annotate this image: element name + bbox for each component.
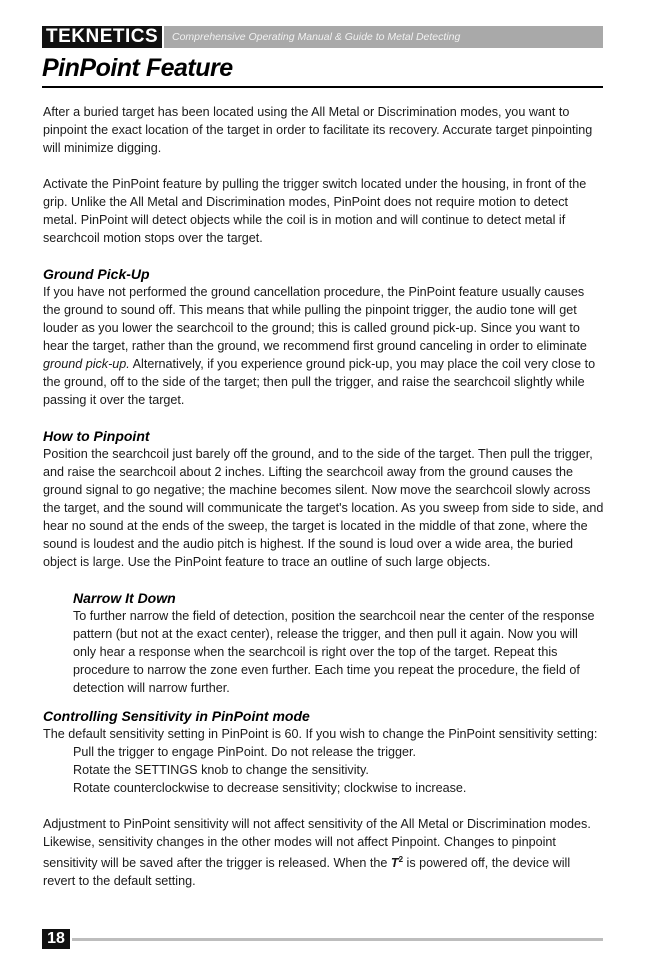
section-heading-how-to-pinpoint: How to Pinpoint	[43, 428, 150, 444]
main-content	[43, 103, 604, 890]
brand-logo: TEKNETICS	[42, 26, 162, 48]
sensitivity-step: Rotate the SETTINGS knob to change the sensitivity.	[73, 763, 369, 777]
header-bar	[164, 26, 603, 48]
sensitivity-step: Rotate counterclockwise to decrease sensitivity; clockwise to increase.	[73, 781, 467, 795]
page-title: PinPoint Feature	[42, 54, 233, 82]
model-name: T	[390, 856, 399, 871]
footer-rule	[72, 938, 603, 941]
narrow-subsection	[73, 589, 604, 697]
sensitivity-paragraph: The default sensitivity setting in PinPoint is 60. If you wish to change the PinPoint sensitivity setting:	[43, 727, 598, 741]
section-heading-ground-pickup: Ground Pick-Up	[43, 266, 150, 282]
page-number: 18	[42, 929, 70, 949]
model-superscript: 2	[398, 855, 404, 864]
intro-paragraph: After a buried target has been located using the All Metal or Discrimination modes, you want to pinpoint the exact location of the target in order to facilitate its recovery. Accurate target pinpointing will minimize digging.	[43, 105, 593, 155]
header-tagline: Comprehensive Operating Manual & Guide to Metal Detecting	[172, 31, 461, 43]
title-divider	[42, 86, 603, 88]
subsection-heading-narrow: Narrow It Down	[73, 590, 176, 606]
how-to-paragraph: Position the searchcoil just barely off the ground, and to the side of the target. Then pull the trigger, and raise the searchcoil about 2 inches. Lifting the searchcoil away from the ground causes the ground signal to go negative; the machine becomes silent. Now move the searchcoil slowly across the target, and the sound will communicate the target's location. As you sweep from side to side, and hear no sound at the ends of the sweep, the target is located in the middle of that zone, where the sound is loudest and the audio pitch is highest. If the sound is loud over a wide area, the buried object is large. Use the PinPoint feature to trace an outline of such large objects.	[43, 447, 604, 569]
ground-pickup-emphasis: ground pick-up.	[43, 357, 130, 371]
sensitivity-closing-paragraph: Adjustment to PinPoint sensitivity will not affect sensitivity of the All Metal or Discrimination modes. Likewise, sensitivity changes in the other modes will not affect Pinpoint. Changes to pinpoint sensitivity will be saved after the trigger is released. When the $T^2$ is powered off, the device will revert to the default setting.	[43, 817, 591, 889]
sensitivity-step: Pull the trigger to engage PinPoint. Do not release the trigger.	[73, 745, 417, 759]
ground-pickup-paragraph: If you have not performed the ground cancellation procedure, the PinPoint feature usually causes the ground to sound off. This means that while pulling the pinpoint trigger, the audio tone will get louder as you lower the searchcoil to the ground; this is called ground pick-up. Since you want to hear the target, rather than the ground, we recommend first ground canceling in order to eliminate ground pick-up. Alternatively, if you experience ground pick-up, you may place the coil very close to the ground, off to the side of the target; then pull the trigger, and raise the searchcoil slightly while passing it over the target.	[43, 285, 596, 407]
intro-paragraph: Activate the PinPoint feature by pulling the trigger switch located under the housing, in front of the grip. Unlike the All Metal and Discrimination modes, PinPoint does not require motion to detect metal. PinPoint will detect objects while the coil is in motion and will continue to detect metal if searchcoil motion stops over the target.	[43, 177, 587, 245]
section-heading-sensitivity: Controlling Sensitivity in PinPoint mode	[43, 708, 310, 724]
narrow-paragraph: To further narrow the field of detection, position the searchcoil near the center of the response pattern (but not at the exact center), release the trigger, and then pull it again. Now you will only hear a response when the searchcoil is right over the top of the target. Repeat this procedure to narrow the zone even further. Each time you repeat the procedure, the field of detection will narrow further.	[73, 609, 595, 695]
page-header	[42, 26, 603, 48]
